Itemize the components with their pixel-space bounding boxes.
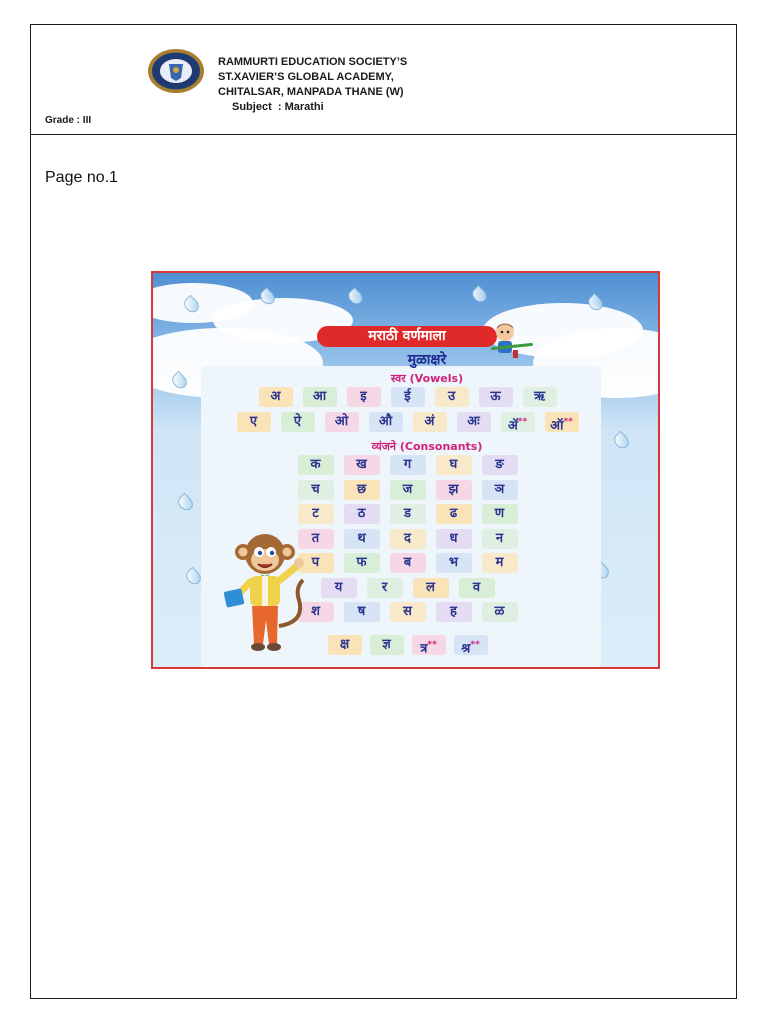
vowels-heading: स्वर (Vowels) bbox=[390, 372, 464, 385]
letter-tile bbox=[325, 412, 359, 432]
star-marker: ** bbox=[563, 417, 573, 427]
letter-tile bbox=[344, 529, 380, 549]
letter-tile bbox=[413, 412, 447, 432]
letter-text: ज्ञ bbox=[382, 637, 391, 652]
letter-tile bbox=[344, 480, 380, 500]
letter-tile bbox=[390, 504, 426, 524]
letter-tile bbox=[390, 529, 426, 549]
letter-text: ऑ bbox=[550, 418, 564, 434]
letter-row bbox=[153, 504, 660, 524]
letter-text: अं bbox=[424, 414, 435, 429]
letter-text: ई bbox=[404, 389, 411, 404]
letter-text: ञ bbox=[494, 481, 505, 497]
letter-text: द bbox=[404, 530, 411, 546]
letter-row bbox=[153, 412, 660, 432]
letter-tile bbox=[369, 412, 403, 432]
letter-tile bbox=[281, 412, 315, 432]
letter-text: व bbox=[472, 579, 481, 595]
letter-tile bbox=[321, 578, 357, 598]
letter-tile bbox=[344, 455, 380, 475]
letter-tile bbox=[259, 387, 293, 407]
letter-tile bbox=[344, 553, 380, 573]
letter-text: ठ bbox=[357, 506, 366, 521]
letter-tile bbox=[436, 504, 472, 524]
letter-text: ऐ bbox=[293, 414, 302, 429]
raindrop-icon bbox=[345, 287, 366, 308]
letter-text: आ bbox=[312, 389, 327, 404]
letter-tile bbox=[390, 480, 426, 500]
letter-text: अः bbox=[467, 414, 480, 429]
school-name-block bbox=[218, 55, 407, 115]
letter-tile bbox=[436, 602, 472, 622]
subject-label: Subject bbox=[232, 101, 272, 113]
subject-value: Marathi bbox=[284, 101, 324, 113]
letter-tile bbox=[501, 412, 535, 432]
page-number-label: Page no.1 bbox=[45, 169, 118, 186]
letter-tile bbox=[482, 455, 518, 475]
letter-text: ए bbox=[249, 414, 258, 429]
letter-tile bbox=[454, 635, 488, 655]
letter-tile bbox=[347, 387, 381, 407]
letter-text: उ bbox=[447, 389, 456, 404]
grade-line: Grade : III bbox=[45, 115, 92, 126]
school-line-2: ST.XAVIER’S GLOBAL ACADEMY, bbox=[218, 71, 394, 83]
letter-text: ण bbox=[494, 506, 505, 521]
letter-tile bbox=[303, 387, 337, 407]
letter-tile bbox=[482, 504, 518, 524]
letter-tile bbox=[482, 529, 518, 549]
letter-tile bbox=[344, 504, 380, 524]
letter-text: औ bbox=[378, 414, 393, 429]
letter-text: स bbox=[403, 604, 412, 619]
letter-text: ध bbox=[449, 530, 458, 546]
letter-tile bbox=[436, 553, 472, 573]
consonants-heading: व्यंजने (Consonants) bbox=[371, 440, 483, 453]
star-marker: ** bbox=[427, 640, 437, 650]
letter-text: ख bbox=[356, 457, 367, 472]
school-logo bbox=[147, 48, 205, 94]
letter-tile bbox=[370, 635, 404, 655]
letter-tile bbox=[457, 412, 491, 432]
letter-text: श bbox=[311, 604, 320, 619]
star-marker: ** bbox=[517, 417, 528, 427]
letter-text: भ bbox=[448, 555, 459, 570]
raindrop-icon bbox=[469, 285, 490, 306]
letter-tile bbox=[436, 480, 472, 500]
marathi-alphabet-chart bbox=[151, 271, 660, 669]
letter-text: इ bbox=[360, 389, 367, 404]
letter-text: ओ bbox=[334, 414, 349, 429]
letter-text: ढ bbox=[449, 506, 458, 521]
letter-tile bbox=[436, 529, 472, 549]
letter-tile bbox=[482, 602, 518, 622]
letter-text: प bbox=[311, 555, 320, 570]
letter-text: ऋ bbox=[533, 389, 546, 404]
letter-tile bbox=[482, 553, 518, 573]
school-line-3: CHITALSAR, MANPADA THANE (W) bbox=[218, 86, 404, 98]
letter-text: म bbox=[495, 555, 504, 570]
letter-text: ळ bbox=[494, 604, 505, 619]
letter-tile bbox=[328, 635, 362, 655]
letter-text: ऊ bbox=[490, 389, 501, 404]
letter-tile bbox=[523, 387, 557, 407]
letter-tile bbox=[237, 412, 271, 432]
letter-tile bbox=[482, 480, 518, 500]
chart-title: मराठी वर्णमाला bbox=[317, 326, 497, 347]
letter-text: च bbox=[311, 481, 320, 497]
letter-tile bbox=[459, 578, 495, 598]
letter-text: य bbox=[334, 579, 343, 595]
letter-text: क्ष bbox=[339, 637, 350, 652]
monkey-mascot-illustration bbox=[219, 530, 311, 656]
letter-tile bbox=[390, 553, 426, 573]
letter-text: ड bbox=[404, 506, 411, 521]
letter-row bbox=[153, 387, 660, 407]
letter-text: फ bbox=[356, 555, 367, 570]
letter-text: त्र bbox=[420, 641, 428, 657]
letter-text: ङ bbox=[495, 457, 504, 472]
letter-text: ह bbox=[450, 604, 457, 619]
letter-tile bbox=[390, 455, 426, 475]
letter-tile bbox=[367, 578, 403, 598]
letter-tile bbox=[479, 387, 513, 407]
school-line-1: RAMMURTI EDUCATION SOCIETY’S bbox=[218, 56, 408, 68]
letter-text: क bbox=[310, 457, 321, 472]
letter-tile bbox=[436, 455, 472, 475]
letter-text: ॲ bbox=[507, 418, 518, 434]
letter-tile bbox=[298, 504, 334, 524]
subject-line: Subject : Marathi bbox=[232, 101, 324, 113]
letter-text: झ bbox=[448, 481, 459, 497]
letter-tile bbox=[413, 578, 449, 598]
chart-subtitle: मुळाक्षरे bbox=[407, 352, 447, 368]
letter-text: घ bbox=[449, 457, 458, 472]
letter-tile bbox=[298, 480, 334, 500]
letter-text: अ bbox=[270, 389, 281, 404]
letter-text: र bbox=[381, 579, 388, 595]
letter-tile bbox=[390, 602, 426, 622]
letter-text: ल bbox=[426, 579, 435, 595]
letter-tile bbox=[391, 387, 425, 407]
letter-tile bbox=[435, 387, 469, 407]
letter-tile bbox=[344, 602, 380, 622]
letter-text: श्र bbox=[461, 641, 471, 657]
letter-row bbox=[153, 480, 660, 500]
letter-text: छ bbox=[356, 481, 367, 497]
letter-tile bbox=[298, 455, 334, 475]
header-divider bbox=[30, 134, 737, 135]
star-marker: ** bbox=[470, 640, 480, 650]
grade-value: III bbox=[82, 115, 92, 126]
letter-text: ष bbox=[357, 604, 366, 619]
letter-text: न bbox=[495, 530, 504, 546]
letter-text: थ bbox=[357, 530, 366, 546]
letter-text: ब bbox=[403, 555, 412, 570]
letter-text: त bbox=[311, 530, 320, 546]
letter-row bbox=[153, 455, 660, 475]
letter-text: ट bbox=[312, 506, 319, 521]
letter-text: ज bbox=[402, 481, 413, 497]
letter-tile bbox=[545, 412, 579, 432]
letter-tile bbox=[412, 635, 446, 655]
grade-label: Grade bbox=[45, 115, 74, 126]
letter-text: ग bbox=[403, 457, 412, 472]
